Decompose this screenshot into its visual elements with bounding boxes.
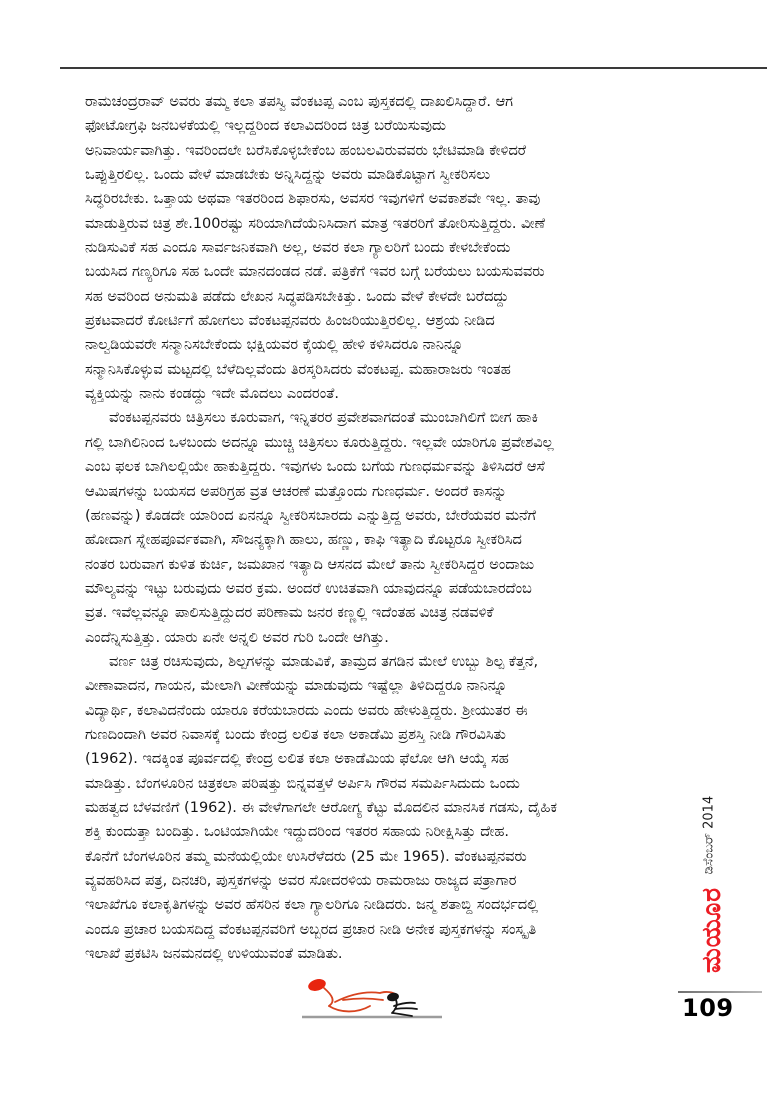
text-line: ಎಂದೂ ಪ್ರಚಾರ ಬಯಸದಿದ್ದ ವೆಂಕಟಪ್ಪನವರಿಗೆ ಅಬ್ಬರದ ಪ್ರಚಾರ ನೀಡಿ ಅನೇಕ ಪುಸ್ತಕಗಳನ್ನು ಸಂಸ್ಕೃತಿ (85, 921, 537, 938)
text-line: ವ್ರತ. ಇವೆಲ್ಲವನ್ನೂ ಪಾಲಿಸುತ್ತಿದ್ದುದರ ಪರಿಣಾಮ ಜನರ ಕಣ್ಣಲ್ಲಿ ಇದೆಂತಹ ವಿಚಿತ್ರ ನಡವಳಿಕೆ (85, 605, 494, 622)
text-line: ನಂತರ ಬರುವಾಗ ಕುಳಿತ ಕುರ್ಚಿ, ಜಮಖಾನ ಇತ್ಯಾದಿ ಆಸನದ ಮೇಲೆ ತಾನು ಸ್ವೀಕರಿಸಿದ್ದರ ಅಂದಾಜು (85, 556, 535, 573)
text-line: ಪ್ರಕಟವಾದರೆ ಕೋರ್ಟಿಗೆ ಹೋಗಲು ವೆಂಕಟಪ್ಪನವರು ಹಿಂಜರಿಯುತ್ತಿರಲಿಲ್ಲ. ಆಶ್ರಯ ನೀಡಿದ (85, 313, 495, 330)
text-line: ಆಮಿಷಗಳನ್ನು ಬಯಸದ ಅಪರಿಗ್ರಹ ವ್ರತ ಆಚರಣೆ ಮತ್ತೊಂದು ಗುಣಧರ್ಮ. ಅಂದರೆ ಕಾಸನ್ನು (85, 483, 507, 500)
text-line: ಮಾಡುತ್ತಿರುವ ಚಿತ್ರ ಶೇ.100ರಷ್ಟು ಸರಿಯಾಗಿದೆಯೆನಿಸಿದಾಗ ಮಾತ್ರ ಇತರರಿಗೆ ತೋರಿಸುತ್ತಿದ್ದರು. ವೀಣೆ (85, 215, 546, 232)
header-rule (60, 67, 767, 69)
text-line: (ಹಣವನ್ನು) ಕೊಡದೇ ಯಾರಿಂದ ಏನನ್ನೂ ಸ್ವೀಕರಿಸಬಾರದು ಎನ್ನುತ್ತಿದ್ದ ಅವರು, ಬೇರೆಯವರ ಮನೆಗೆ (85, 507, 537, 524)
text-line: ಮೌಲ್ಯವನ್ನು ಇಟ್ಟು ಬರುವುದು ಅವರ ಕ್ರಮ. ಅಂದರೆ ಉಚಿತವಾಗಿ ಯಾವುದನ್ನೂ ಪಡೆಯಬಾರದೆಂಬ (85, 580, 532, 597)
bird-illustration (296, 976, 448, 1024)
text-line: ಸಿದ್ಧರಿರಬೇಕು. ಒತ್ತಾಯ ಅಥವಾ ಇತರರಿಂದ ಶಿಫಾರಸು, ಅವಸರ ಇವುಗಳಿಗೆ ಅವಕಾಶವೇ ಇಲ್ಲ. ತಾವು (85, 191, 541, 208)
page-number-rule (678, 991, 762, 993)
black-bird (386, 992, 417, 1016)
text-line: ನುಡಿಸುವಿಕೆ ಸಹ ಎಂದೂ ಸಾರ್ವಜನಿಕವಾಗಿ ಅಲ್ಲ, ಅವರ ಕಲಾ ಗ್ಯಾಲರಿಗೆ ಬಂದು ಕೇಳಬೇಕೆಂದು (85, 240, 511, 257)
text-line: ನಾಲ್ವಡಿಯವರೇ ಸನ್ಮಾನಿಸಬೇಕೆಂದು ಭಕ್ಷಿಯವರ ಕೈಯಲ್ಲಿ ಹೇಳಿ ಕಳಿಸಿದರೂ ನಾನಿನ್ನೂ (85, 337, 464, 354)
issue-date: ಡಿಸೆಂಬರ್ 2014 (701, 795, 717, 875)
red-bird (307, 977, 397, 1011)
magazine-logo: ಮಯೂರ (697, 887, 727, 973)
text-line: ಹೋದಾಗ ಸ್ನೇಹಪೂರ್ವಕವಾಗಿ, ಸೌಜನ್ಯಕ್ಕಾಗಿ ಹಾಲು, ಹಣ್ಣು, ಕಾಫಿ ಇತ್ಯಾದಿ ಕೊಟ್ಟರೂ ಸ್ವೀಕರಿಸಿದ (85, 532, 522, 549)
text-line: ವೆಂಕಟಪ್ಪನವರು ಚಿತ್ರಿಸಲು ಕೂರುವಾಗ, ಇನ್ನಿತರರ ಪ್ರವೇಶವಾಗದಂತೆ ಮುಂಬಾಗಿಲಿಗೆ ಬೀಗ ಹಾಕಿ (109, 410, 539, 427)
text-line: ವ್ಯಕ್ತಿಯನ್ನು ನಾನು ಕಂಡದ್ದು ಇದೇ ಮೊದಲು ಎಂದರಂತೆ. (85, 386, 339, 403)
text-line: ಒಪ್ಪುತ್ತಿರಲಿಲ್ಲ. ಒಂದು ವೇಳೆ ಮಾಡಬೇಕು ಅನ್ನಿಸಿದ್ದನ್ನು ಅವರು ಮಾಡಿಕೊಟ್ಟಾಗ ಸ್ವೀಕರಿಸಲು (85, 167, 491, 184)
text-line: ಎಂದೆನ್ನಿಸುತ್ತಿತ್ತು. ಯಾರು ಏನೇ ಅನ್ನಲಿ ಅವರ ಗುರಿ ಒಂದೇ ಆಗಿತ್ತು. (85, 629, 389, 646)
text-line: ಮಾಡಿತ್ತು. ಬೆಂಗಳೂರಿನ ಚಿತ್ರಕಲಾ ಪರಿಷತ್ತು ಬಿನ್ನವತ್ತಳೆ ಅರ್ಪಿಸಿ ಗೌರವ ಸಮರ್ಪಿಸಿದುದು ಒಂದು (85, 775, 520, 792)
text-line: ವಿದ್ಯಾರ್ಥಿ, ಕಲಾವಿದನೆಂದು ಯಾರೂ ಕರೆಯಬಾರದು ಎಂದು ಅವರು ಹೇಳುತ್ತಿದ್ದರು. ಶ್ರೀಯುತರ ಈ (85, 702, 528, 719)
text-line: ಕೊನೆಗೆ ಬೆಂಗಳೂರಿನ ತಮ್ಮ ಮನೆಯಲ್ಲಿಯೇ ಉಸಿರೆಳೆದರು (25 ಮೇ 1965). ವೆಂಕಟಪ್ಪನವರು (85, 848, 527, 865)
text-line: ಗುಣದಿಂದಾಗಿ ಅವರ ನಿವಾಸಕ್ಕೆ ಬಂದು ಕೇಂದ್ರ ಲಲಿತ ಕಲಾ ಅಕಾಡೆಮಿ ಪ್ರಶಸ್ತಿ ನೀಡಿ ಗೌರವಿಸಿತು (85, 726, 506, 743)
text-line: (1962). ಇದಕ್ಕಿಂತ ಪೂರ್ವದಲ್ಲಿ ಕೇಂದ್ರ ಲಲಿತ ಕಲಾ ಅಕಾಡೆಮಿಯ ಫೆಲೋ ಆಗಿ ಆಯ್ಕೆ ಸಹ (85, 751, 509, 768)
text-line: ಇಲಾಖೆ ಪ್ರಕಟಿಸಿ ಜನಮನದಲ್ಲಿ ಉಳಿಯುವಂತೆ ಮಾಡಿತು. (85, 946, 343, 963)
text-line: ವರ್ಣ ಚಿತ್ರ ರಚಿಸುವುದು, ಶಿಲ್ಪಗಳನ್ನು ಮಾಡುವಿಕೆ, ತಾಮ್ರದ ತಗಡಿನ ಮೇಲೆ ಉಬ್ಬು ಶಿಲ್ಪ ಕೆತ್ತನೆ, (109, 653, 539, 670)
text-line: ವೀಣಾವಾದನ, ಗಾಯನ, ಮೇಲಾಗಿ ವೀಣೆಯನ್ನು ಮಾಡುವುದು ಇಷ್ಟೆಲ್ಲಾ ತಿಳಿದಿದ್ದರೂ ನಾನಿನ್ನೂ (85, 678, 508, 695)
text-line: ಫೋಟೋಗ್ರಫಿ ಜನಬಳಕೆಯಲ್ಲಿ ಇಲ್ಲದ್ದರಿಂದ ಕಲಾವಿದರಿಂದ ಚಿತ್ರ ಬರೆಯಿಸುವುದು (85, 118, 446, 135)
text-line: ಎಂಬ ಫಲಕ ಬಾಗಿಲಲ್ಲಿಯೇ ಹಾಕುತ್ತಿದ್ದರು. ಇವುಗಳು ಒಂದು ಬಗೆಯ ಗುಣಧರ್ಮವನ್ನು ತಿಳಿಸಿದರೆ ಆಸೆ (85, 459, 545, 476)
text-line: ಬಯಸಿದ ಗಣ್ಯರಿಗೂ ಸಹ ಒಂದೇ ಮಾನದಂಡದ ನಡೆ. ಪತ್ರಿಕೆಗೆ ಇವರ ಬಗ್ಗೆ ಬರೆಯಲು ಬಯಸುವವರು (85, 264, 545, 281)
text-line: ಶಕ್ತಿ ಕುಂದುತ್ತಾ ಬಂದಿತ್ತು. ಒಂಟಿಯಾಗಿಯೇ ಇದ್ದುದರಿಂದ ಇತರರ ಸಹಾಯ ನಿರೀಕ್ಷಿಸಿತ್ತು ದೇಹ. (85, 824, 509, 841)
text-line: ಇಲಾಖೆಗೂ ಕಲಾಕೃತಿಗಳನ್ನು ಅವರ ಹೆಸರಿನ ಕಲಾ ಗ್ಯಾಲರಿಗೂ ನೀಡಿದರು. ಜನ್ಮ ಶತಾಬ್ದಿ ಸಂದರ್ಭದಲ್ಲಿ (85, 897, 539, 914)
article-text (85, 90, 681, 966)
text-line: ಗಲ್ಲಿ ಬಾಗಿಲಿನಿಂದ ಒಳಬಂದು ಅದನ್ನೂ ಮುಚ್ಚಿ ಚಿತ್ರಿಸಲು ಕೂರುತ್ತಿದ್ದರು. ಇಲ್ಲವೇ ಯಾರಿಗೂ ಪ್ರವೇಶವಿಲ್ಲ (85, 434, 554, 451)
text-line: ಸನ್ಮಾನಿಸಿಕೊಳ್ಳುವ ಮಟ್ಟದಲ್ಲಿ ಬೆಳೆದಿಲ್ಲವೆಂದು ತಿರಸ್ಕರಿಸಿದರು ವೆಂಕಟಪ್ಪ. ಮಹಾರಾಜರು ಇಂತಹ (85, 361, 511, 378)
text-line: ಮಹತ್ವದ ಬೆಳವಣಿಗೆ (1962). ಈ ವೇಳೆಗಾಗಲೇ ಆರೋಗ್ಯ ಕೆಟ್ಟು ಮೊದಲಿನ ಮಾನಸಿಕ ಗಡಸು, ದೈಹಿಕ (85, 799, 558, 816)
text-line: ಸಹ ಅವರಿಂದ ಅನುಮತಿ ಪಡೆದು ಲೇಖನ ಸಿದ್ಧಪಡಿಸಬೇಕಿತ್ತು. ಒಂದು ವೇಳೆ ಕೇಳದೇ ಬರೆದದ್ದು (85, 288, 509, 305)
text-line: ವ್ಯವಹರಿಸಿದ ಪತ್ರ, ದಿನಚರಿ, ಪುಸ್ತಕಗಳನ್ನು ಅವರ ಸೋದರಳಿಯ ರಾಮರಾಜು ರಾಜ್ಯದ ಪತ್ರಾಗಾರ (85, 873, 517, 889)
page-number: 109 (682, 994, 734, 1022)
text-line: ಅನಿವಾರ್ಯವಾಗಿತ್ತು. ಇವರಿಂದಲೇ ಬರೆಸಿಕೊಳ್ಳಬೇಕೆಂಬ ಹಂಬಲವಿರುವವರು ಭೇಟಿಮಾಡಿ ಕೇಳಿದರೆ (85, 142, 527, 159)
text-line: ರಾಮಚಂದ್ರರಾವ್ ಅವರು ತಮ್ಮ ಕಲಾ ತಪಸ್ವಿ ವೆಂಕಟಪ್ಪ ಎಂಬ ಪುಸ್ತಕದಲ್ಲಿ ದಾಖಲಿಸಿದ್ದಾರೆ. ಆಗ (85, 94, 514, 110)
